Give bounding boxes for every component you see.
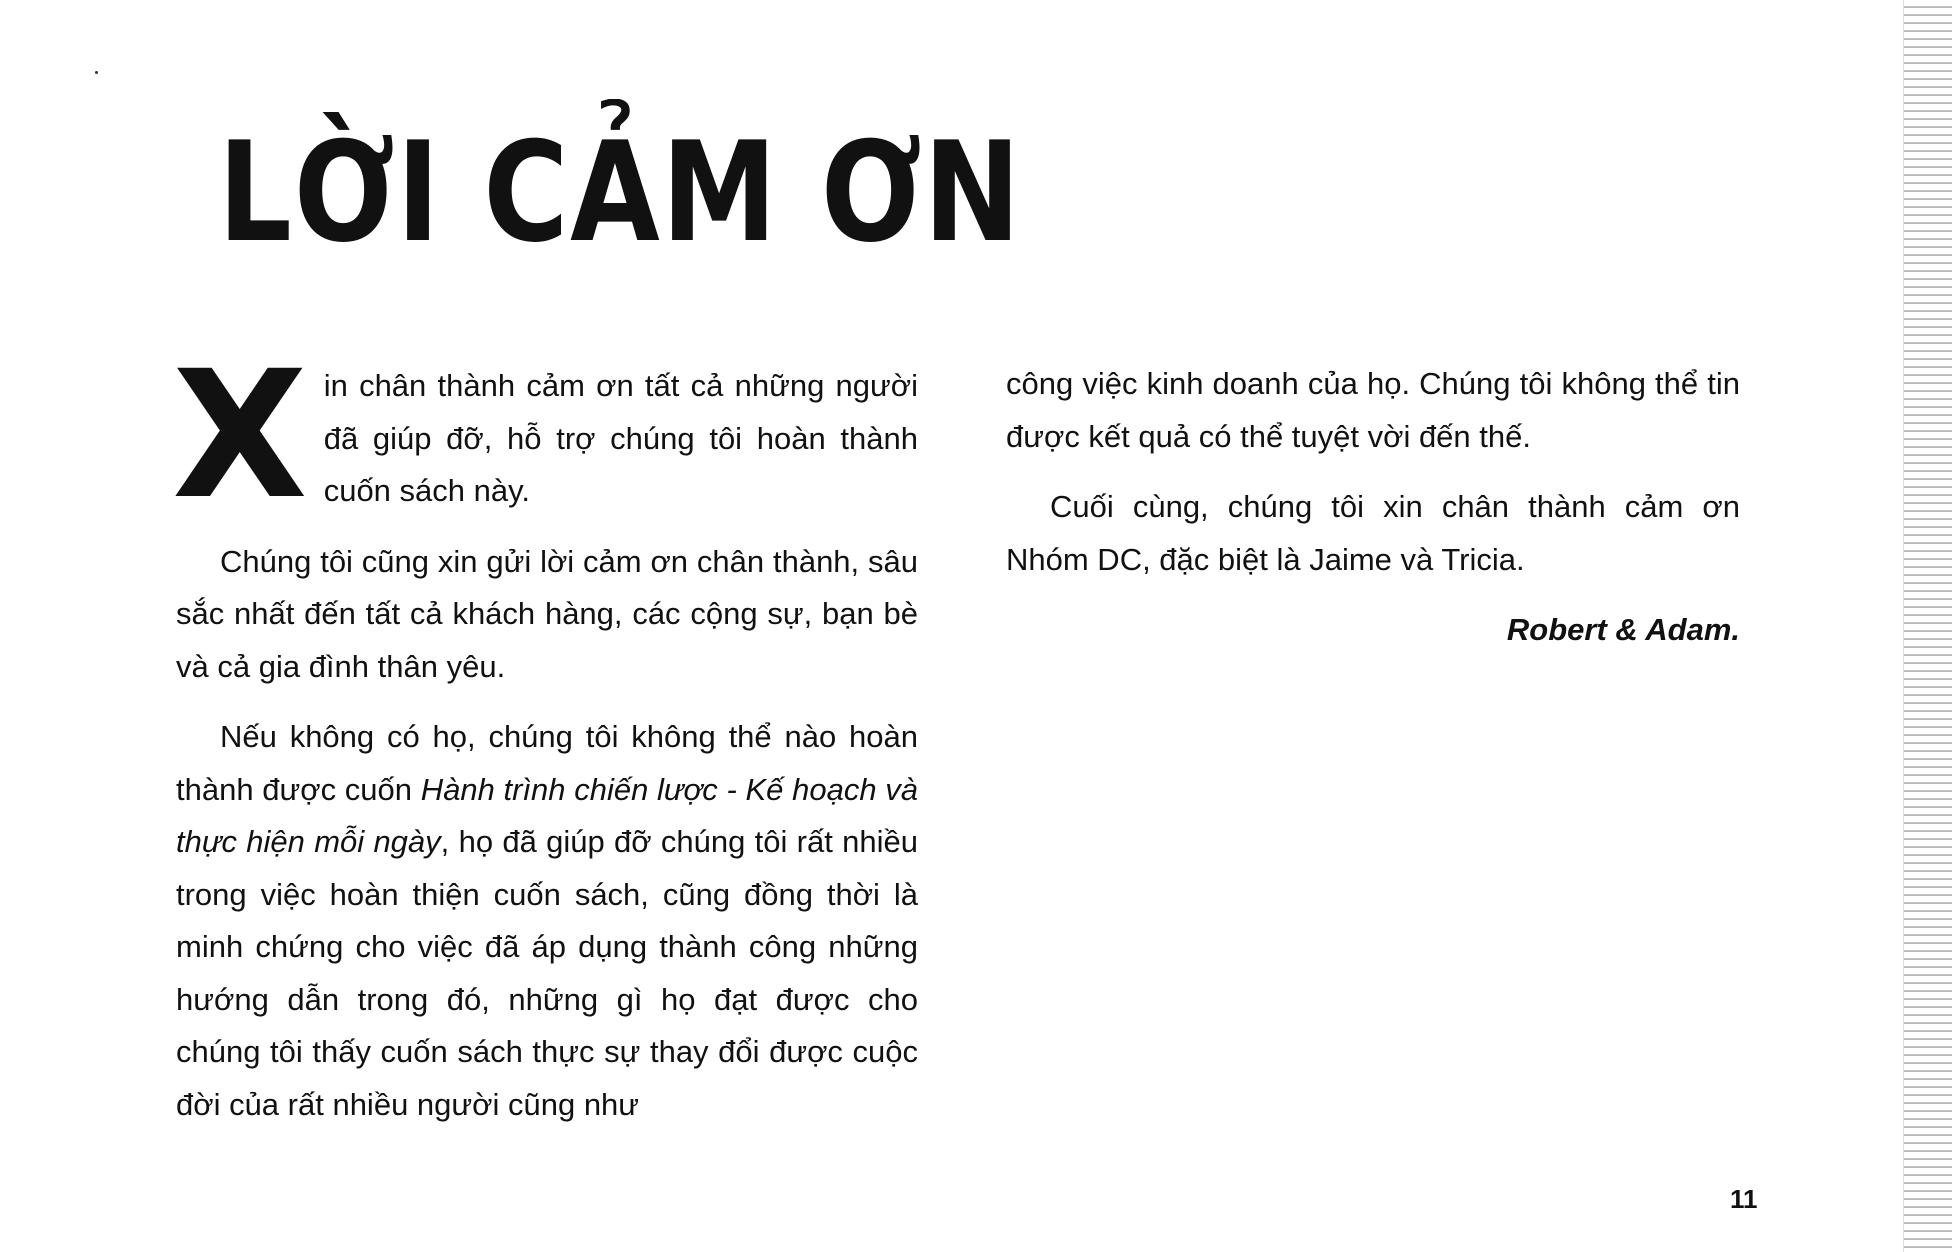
book-title: Hành trình chiến lược - Kế hoạch và thực hiện mỗi ngày [176,771,918,859]
paragraph-thanks: Chúng tôi cũng xin gửi lời cảm ơn chân thành, sâu sắc nhất đến tất cả khách hàng, các cộng sự, bạn bè và cả gia đình thân yêu. [176,543,918,684]
signature: Robert & Adam. [1506,612,1740,647]
paragraph-text-before: Nếu không có họ, chúng tôi không thể nào hoàn thành được cuốn [176,719,918,807]
page-number: 11 [1730,1184,1758,1214]
paragraph-intro [172,333,918,538]
paragraph-text-after: , họ đã giúp đỡ chúng tôi rất nhiều trong việc hoàn thiện cuốn sách, cũng đồng thời là minh chứng cho việc đã áp dụng thành công những hướng dẫn trong đó, những gì họ đạt được cho chúng tôi thấy cuốn sách thực sự thay đổi được cuộc đời của rất nhiều người cũng như [176,824,919,1122]
scan-speck [95,71,98,74]
page-edge-binding [1903,0,1952,1252]
right-column [1006,358,1740,675]
left-column [172,333,919,1149]
paragraph-intro-text: in chân thành cảm ơn tất cả những người đã giúp đỡ, hỗ trợ chúng tôi hoàn thành cuốn sách này. [323,368,918,508]
paragraph-continuation: công việc kinh doanh của họ. Chúng tôi không thể tin được kết quả có thể tuyệt vời đến thế. [1006,366,1740,454]
paragraph-final-thanks: Cuối cùng, chúng tôi xin chân thành cảm ơn Nhóm DC, đặc biệt là Jaime và Tricia. [1006,489,1740,577]
drop-cap: X [172,333,308,538]
page-title: LỜI CẢM ƠN [218,112,1023,273]
paragraph-without-them [176,711,918,1131]
